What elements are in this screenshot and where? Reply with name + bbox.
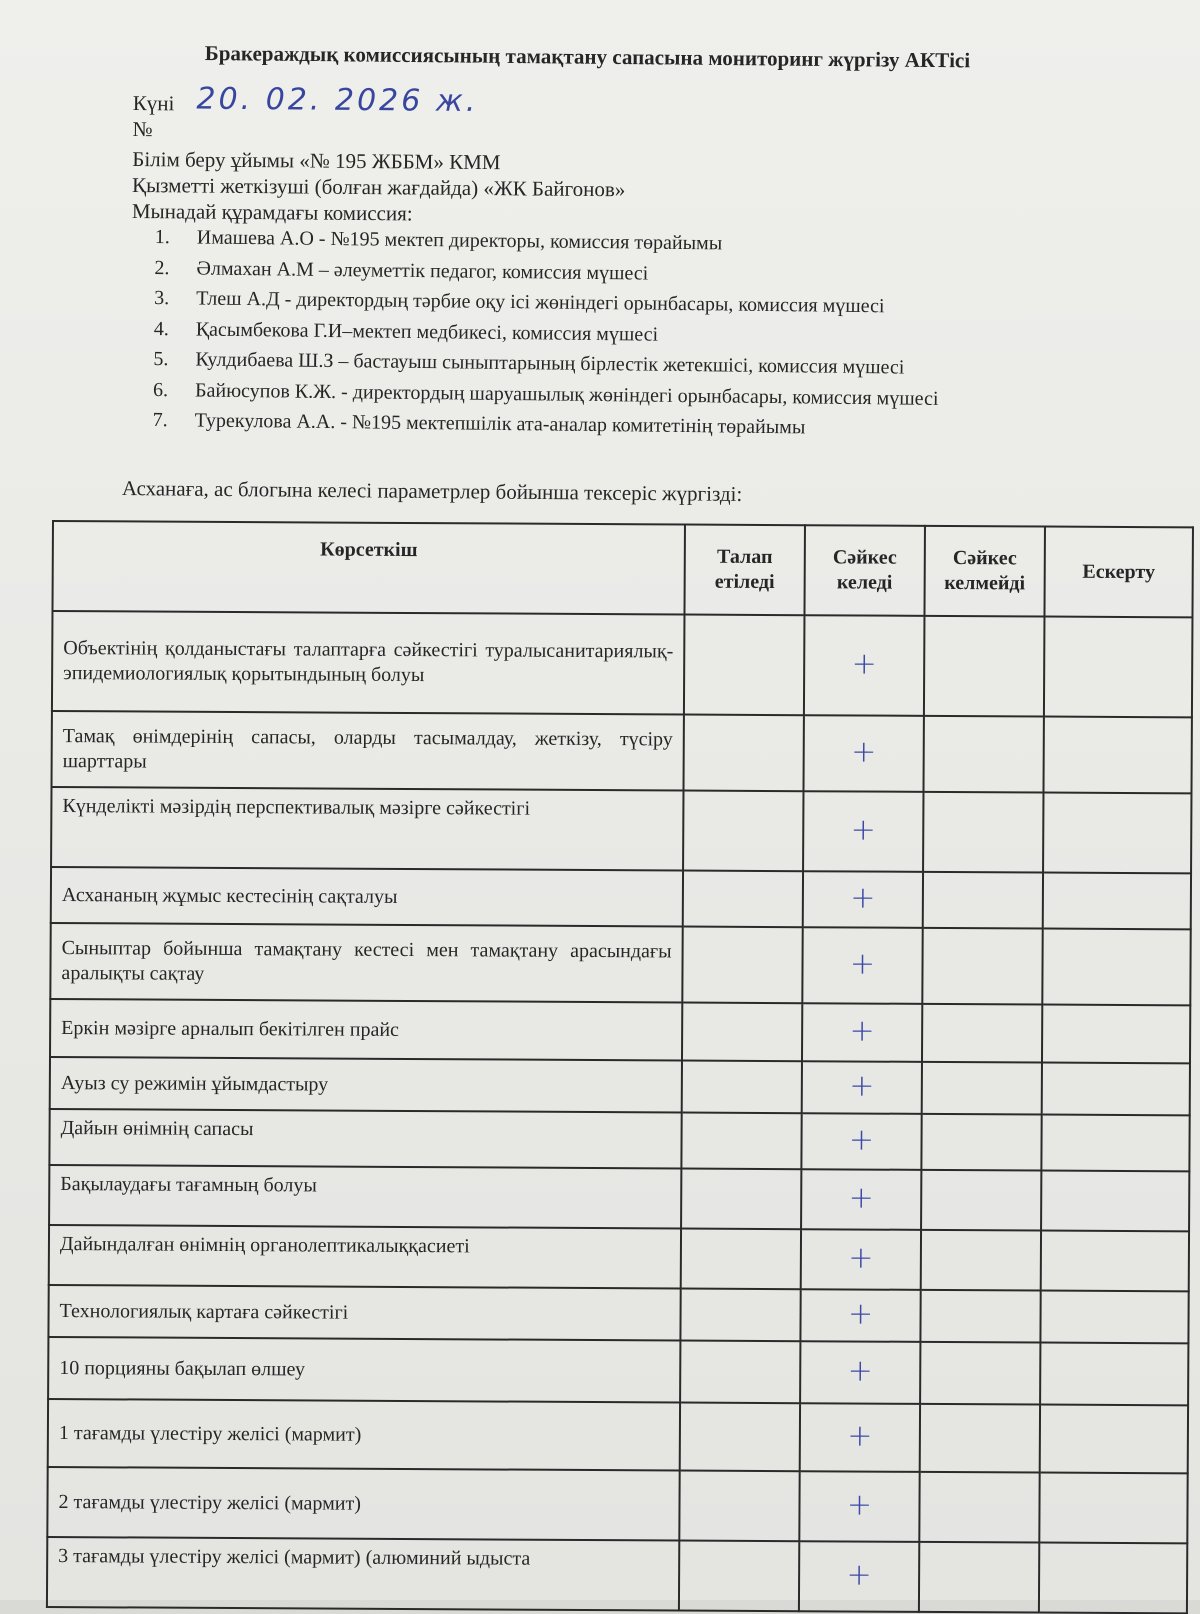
- note-cell: [1039, 1543, 1187, 1614]
- note-cell: [1041, 1231, 1189, 1292]
- list-item: 6. Байюсупов К.Ж. - директордың шаруашылық жөніндегі орынбасары, комиссия мүшесі: [152, 378, 939, 410]
- required-cell: [681, 1229, 801, 1290]
- plus-mark: +: [848, 1121, 875, 1158]
- required-cell: [682, 1003, 802, 1062]
- note-cell: [1042, 1005, 1190, 1064]
- compliant-cell: [802, 1061, 922, 1114]
- required-cell: [682, 927, 802, 1004]
- compliant-cell: [802, 1003, 922, 1062]
- noncompliant-cell: [922, 1062, 1042, 1115]
- table-row: [50, 923, 1190, 1005]
- indicator-cell: Технологиялық картаға сәйкестігі: [48, 1285, 680, 1341]
- table-row: [48, 1399, 1188, 1473]
- required-cell: [684, 615, 805, 716]
- supplier-line: Қызметті жеткізуші (болған жағдайда) «ЖК Байгонов»: [132, 172, 626, 202]
- indicator-cell: Асхананың жұмыс кестесінің сақталуы: [51, 867, 683, 927]
- compliant-cell: [803, 791, 923, 872]
- plus-mark: +: [851, 645, 877, 682]
- plus-mark: +: [850, 811, 876, 848]
- indicator-cell: Объектінің қолданыстағы талаптарға сәйкестігі туралысанитариялық-эпидемиологиялық қорытындының болуы: [52, 611, 685, 715]
- date-value: 20. 02. 2026 ж.: [196, 81, 479, 120]
- table-row: [49, 1225, 1189, 1291]
- compliant-cell: [802, 927, 922, 1004]
- list-item: 1. Имашева А.О - №195 мектеп директоры, комиссия төрайымы: [154, 225, 723, 255]
- inspection-intro: Асханаға, ас блогына келесі параметрлер бойынша тексеріс жүргізді:: [121, 476, 743, 506]
- table-row: [47, 1467, 1187, 1543]
- plus-mark: +: [847, 1352, 873, 1389]
- indicator-cell: Күнделікті мәзірдің перспективалық мәзірге сәйкестігі: [51, 787, 683, 871]
- list-item: 2. Әлмахан А.М – әлеуметтік педагог, комиссия мүшесі: [154, 256, 649, 285]
- indicator-cell: Дайын өнімнің сапасы: [49, 1109, 681, 1169]
- inspection-table: [46, 520, 1194, 1614]
- required-cell: [680, 1403, 800, 1472]
- table-row: [52, 611, 1193, 717]
- table-row: [50, 1057, 1190, 1115]
- required-cell: [683, 715, 803, 792]
- noncompliant-cell: [923, 872, 1043, 929]
- noncompliant-cell: [920, 1404, 1040, 1473]
- indicator-cell: 10 порцияны бақылап өлшеу: [48, 1337, 680, 1403]
- required-cell: [680, 1341, 800, 1404]
- table-row: [48, 1337, 1188, 1405]
- inspection-table-wrap: [46, 520, 1192, 1614]
- compliant-cell: [799, 1471, 919, 1542]
- note-cell: [1043, 873, 1191, 930]
- required-cell: [680, 1289, 800, 1342]
- note-cell: [1044, 617, 1193, 718]
- list-item: 3. Тлеш А.Д - директордың тәрбие оқу ісі жөніндегі орынбасары, комиссия мүшесі: [154, 286, 885, 318]
- plus-mark: +: [849, 1012, 875, 1049]
- compliant-cell: [799, 1541, 919, 1612]
- noncompliant-cell: [919, 1472, 1039, 1543]
- note-cell: [1041, 1171, 1189, 1232]
- document-title: Бракераждық комиссиясының тамақтану сапасына мониторинг жүргізу АКТісі: [204, 40, 971, 73]
- required-cell: [681, 1169, 801, 1230]
- plus-mark: +: [847, 1295, 874, 1332]
- header-required: Талап етіледі: [684, 525, 805, 616]
- plus-mark: +: [851, 733, 877, 770]
- required-cell: [683, 791, 803, 872]
- indicator-cell: Дайындалған өнімнің органолептикалыққасиеті: [49, 1225, 681, 1289]
- table-row: [49, 1165, 1189, 1231]
- indicator-cell: 2 тағамды үлестіру желісі (мармит): [47, 1467, 679, 1541]
- plus-mark: +: [849, 1067, 875, 1104]
- note-cell: [1042, 1063, 1190, 1116]
- list-item: 5. Кулдибаева Ш.З – бастауыш сыныптарының бірлестік жетекшісі, комиссия мүшесі: [153, 347, 905, 379]
- note-cell: [1040, 1405, 1188, 1474]
- compliant-cell: [803, 871, 923, 928]
- table-row: [51, 867, 1191, 929]
- compliant-cell: [801, 1169, 921, 1230]
- table-row: [49, 1109, 1189, 1171]
- plus-mark: +: [849, 945, 876, 982]
- table-row: [47, 1537, 1187, 1613]
- compliant-cell: [803, 715, 923, 792]
- required-cell: [683, 871, 803, 928]
- note-cell: [1040, 1343, 1188, 1406]
- date-row: [132, 81, 626, 120]
- noncompliant-cell: [923, 792, 1043, 873]
- header-compliant: Сәйкес келеді: [804, 525, 925, 616]
- indicator-cell: Еркін мәзірге арналып бекітілген прайс: [50, 999, 682, 1061]
- noncompliant-cell: [924, 616, 1045, 717]
- date-label: Күні: [132, 90, 175, 116]
- noncompliant-cell: [921, 1170, 1041, 1231]
- header-note: Ескерту: [1044, 527, 1193, 618]
- indicator-cell: 1 тағамды үлестіру желісі (мармит): [48, 1399, 680, 1471]
- note-cell: [1042, 929, 1190, 1006]
- plus-mark: +: [846, 1556, 872, 1593]
- note-cell: [1039, 1473, 1187, 1544]
- compliant-cell: [800, 1403, 920, 1472]
- compliant-cell: [801, 1113, 921, 1170]
- commission-list: [153, 222, 941, 444]
- noncompliant-cell: [920, 1290, 1040, 1343]
- noncompliant-cell: [922, 1004, 1042, 1063]
- required-cell: [679, 1471, 799, 1542]
- header-indicator: Көрсеткіш: [52, 521, 684, 615]
- noncompliant-cell: [920, 1342, 1040, 1405]
- plus-mark: +: [846, 1486, 873, 1523]
- noncompliant-cell: [922, 928, 1042, 1005]
- indicator-cell: Ауыз су режимін ұйымдастыру: [50, 1057, 682, 1113]
- table-header-row: [52, 521, 1192, 617]
- organization-line: Білім беру ұйымы «№ 195 ЖББМ» КММ: [132, 146, 501, 175]
- list-item: 4. Қасымбекова Г.И–мектеп медбикесі, комиссия мүшесі: [153, 317, 659, 346]
- compliant-cell: [801, 1229, 921, 1290]
- note-cell: [1041, 1115, 1189, 1172]
- compliant-cell: [800, 1289, 920, 1342]
- noncompliant-cell: [919, 1542, 1039, 1613]
- indicator-cell: Бақылаудағы тағамның болуы: [49, 1165, 681, 1229]
- compliant-cell: [800, 1341, 920, 1404]
- table-row: [52, 711, 1192, 793]
- header-noncompliant: Сәйкес келмейді: [924, 526, 1045, 617]
- note-cell: [1040, 1291, 1188, 1344]
- list-item: 7. Турекулова А.А. - №195 мектепшілік ата-аналар комитетінің төрайымы: [152, 408, 806, 439]
- noncompliant-cell: [921, 1114, 1041, 1171]
- required-cell: [679, 1541, 799, 1612]
- noncompliant-cell: [921, 1230, 1041, 1291]
- number-label: №: [132, 116, 153, 142]
- required-cell: [681, 1113, 801, 1170]
- note-cell: [1043, 793, 1191, 874]
- table-row: [51, 787, 1191, 873]
- indicator-cell: Тамақ өнімдерінің сапасы, оларды тасымалдау, жеткізу, түсіру шарттары: [52, 711, 684, 791]
- indicator-cell: Сыныптар бойынша тамақтану кестесі мен тамақтану арасындағы аралықты сақтау: [50, 923, 682, 1003]
- plus-mark: +: [847, 1417, 873, 1454]
- compliant-cell: [804, 615, 925, 716]
- required-cell: [682, 1061, 802, 1114]
- document-header: [131, 81, 626, 228]
- indicator-cell: 3 тағамды үлестіру желісі (мармит) (алюминий ыдыста: [47, 1537, 679, 1611]
- table-row: [50, 999, 1190, 1063]
- note-cell: [1043, 717, 1191, 794]
- table-row: [48, 1285, 1188, 1343]
- plus-mark: +: [848, 1179, 874, 1216]
- plus-mark: +: [848, 1239, 874, 1276]
- noncompliant-cell: [923, 716, 1043, 793]
- commission-intro: Мынадай құрамдағы комиссия:: [131, 198, 413, 226]
- plus-mark: +: [850, 879, 876, 916]
